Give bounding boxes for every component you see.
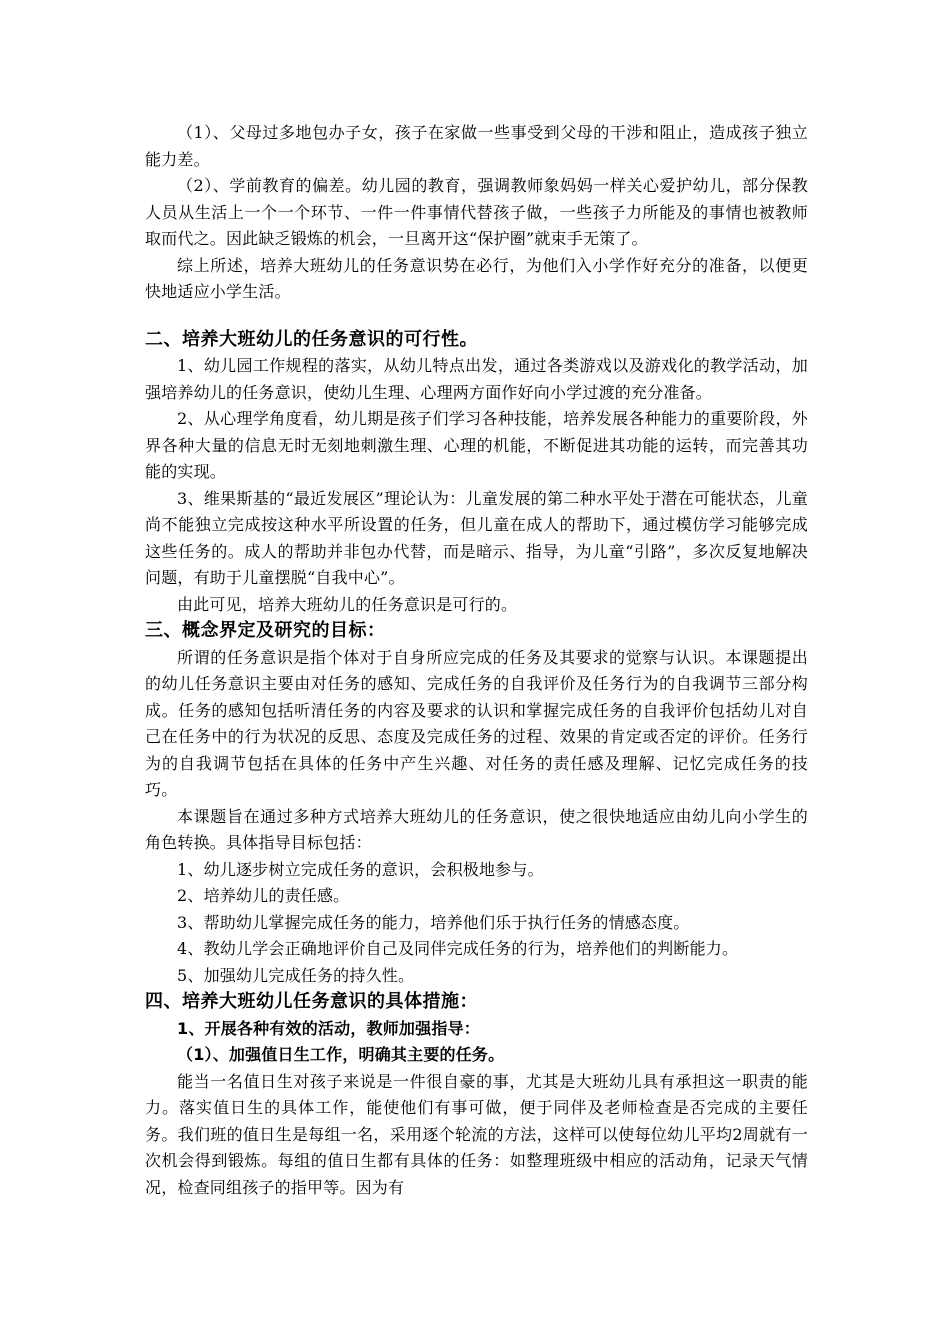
paragraph-parents-overprotection: （1）、父母过多地包办子女，孩子在家做一些事受到父母的干涉和阻止，造成孩子独立能力差。	[145, 123, 808, 169]
paragraph-feasibility-1: 1、幼儿园工作规程的落实，从幼儿特点出发，通过各类游戏以及游戏化的教学活动，加强培养幼儿的任务意识，使幼儿生理、心理两方面作好向小学过渡的充分准备。	[145, 356, 808, 402]
goal-item-2: 2、培养幼儿的责任感。	[177, 886, 350, 905]
paragraph-feasibility-2: 2、从心理学角度看，幼儿期是孩子们学习各种技能，培养发展各种能力的重要阶段，外界各种大量的信息无时无刻地刺激生理、心理的机能，不断促进其功能的运转，而完善其功能的实现。	[145, 409, 808, 481]
goal-item-5: 5、加强幼儿完成任务的持久性。	[177, 965, 415, 985]
goal-item-1: 1、幼儿逐步树立完成任务的意识，会积极地参与。	[177, 859, 544, 879]
paragraph-preschool-bias: （2）、学前教育的偏差。幼儿园的教育，强调教师象妈妈一样关心爱护幼儿，部分保教人员从生活上一个一个环节、一件一件事情代替孩子做，一些孩子力所能及的事情也被教师取而代之。因此缺乏锻炼的机会，一旦离开这“保护圈”就束手无策了。	[145, 176, 808, 248]
goal-item-3: 3、帮助幼儿掌握完成任务的能力，培养他们乐于执行任务的情感态度。	[177, 912, 690, 932]
subheading-activities: 1、开展各种有效的活动，教师加强指导：	[177, 1018, 480, 1038]
goal-item-4: 4、教幼儿学会正确地评价自己及同伴完成任务的行为，培养他们的判断能力。	[177, 939, 739, 958]
section-heading-measures: 四、培养大班幼儿任务意识的具体措施：	[145, 991, 478, 1012]
document-body	[145, 120, 808, 1201]
paragraph-summary: 综上所述，培养大班幼儿的任务意识势在必行，为他们入小学作好充分的准备，以便更快地适应小学生活。	[145, 255, 808, 301]
section-heading-definition-goals: 三、概念界定及研究的目标：	[145, 620, 386, 641]
paragraph-feasibility-3: 3、维果斯基的“最近发展区”理论认为：儿童发展的第二种水平处于潜在可能状态，儿童尚不能独立完成按这种水平所设置的任务，但儿童在成人的帮助下，通过模仿学习能够完成这些任务的。成人的帮助并非包办代替，而是暗示、指导，为儿童“引路”，多次反复地解决问题，有助于儿童摆脱“自我中心”。	[145, 488, 808, 587]
subheading-duty-students: （1）、加强值日生工作，明确其主要的任务。	[177, 1045, 505, 1064]
paragraph-feasibility-conclusion: 由此可见，培养大班幼儿的任务意识是可行的。	[177, 594, 518, 614]
paragraph-definition: 所谓的任务意识是指个体对于自身所应完成的任务及其要求的觉察与认识。本课题提出的幼儿任务意识主要由对任务的感知、完成任务的自我评价及任务行为的自我调节三部分构成。任务的感知包括听清任务的内容及要求的认识和掌握完成任务的自我评价包括幼儿对自己在任务中的行为状况的反思、态度及完成任务的过程、效果的肯定或否定的评价。任务行为的自我调节包括在具体的任务中产生兴趣、对任务的责任感及理解、记忆完成任务的技巧。	[145, 647, 808, 799]
section-heading-feasibility: 二、培养大班幼儿的任务意识的可行性。	[145, 328, 478, 350]
paragraph-goals-intro: 本课题旨在通过多种方式培养大班幼儿的任务意识，使之很快地适应由幼儿向小学生的角色转换。具体指导目标包括：	[145, 806, 808, 852]
paragraph-duty-students: 能当一名值日生对孩子来说是一件很自豪的事，尤其是大班幼儿具有承担这一职责的能力。落实值日生的具体工作，能使他们有事可做，便于同伴及老师检查是否完成的主要任务。我们班的值日生是每组一名，采用逐个轮流的方法，这样可以使每位幼儿平均2周就有一次机会得到锻炼。每组的值日生都有具体的任务：如整理班级中相应的活动角，记录天气情况，检查同组孩子的指甲等。因为有	[145, 1071, 808, 1197]
